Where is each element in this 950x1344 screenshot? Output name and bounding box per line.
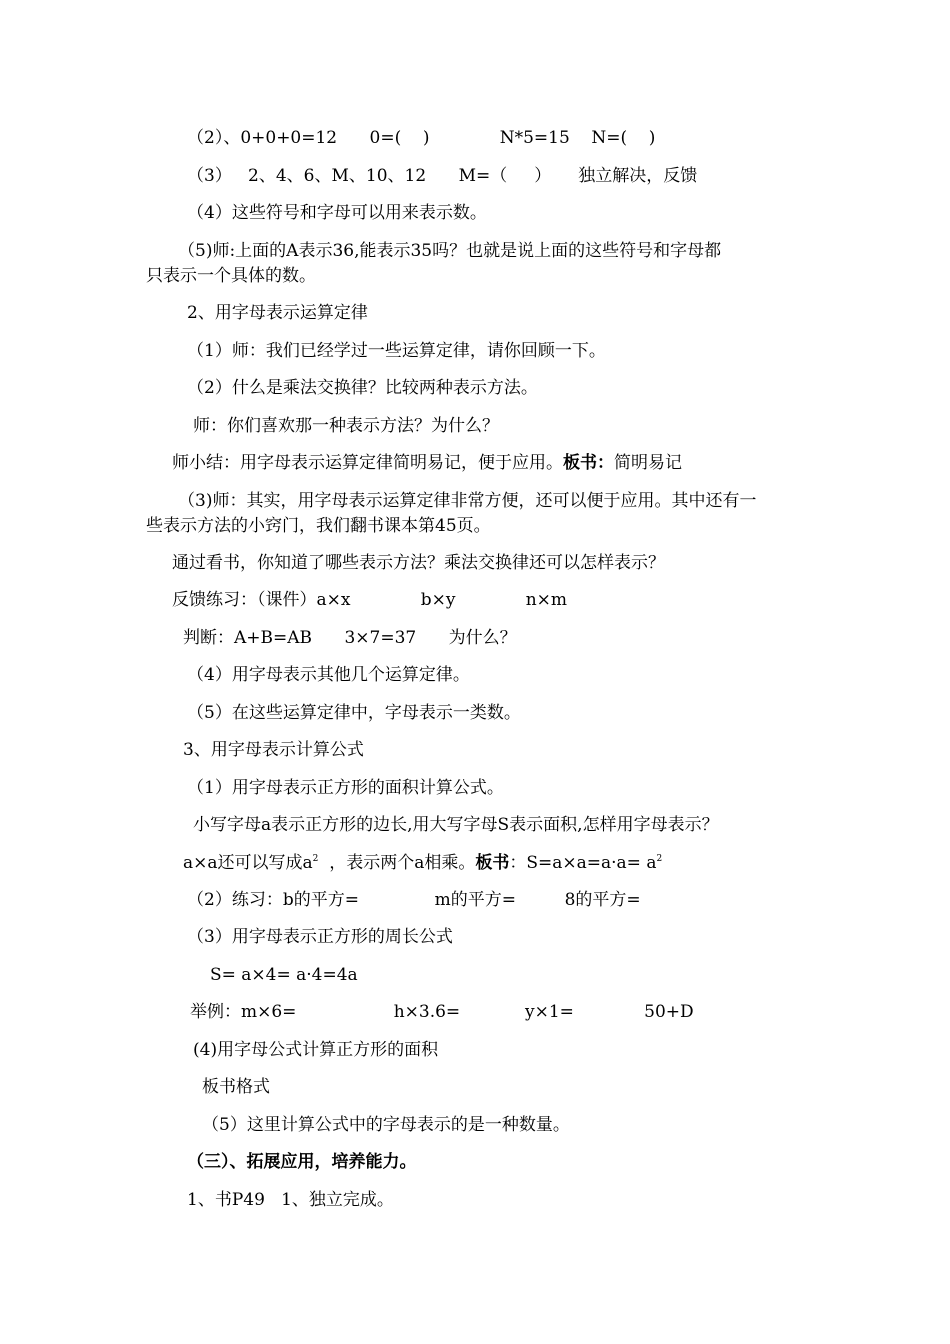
- line-reading: 通过看书，你知道了哪些表示方法？乘法交换律还可以怎样表示？: [172, 553, 665, 573]
- line-law-2: （2）什么是乘法交换律？比较两种表示方法。: [187, 378, 538, 398]
- line-formula-question: 小写字母a表示正方形的边长,用大写字母S表示面积,怎样用字母表示？: [193, 815, 719, 835]
- line-feedback-practice: 反馈练习：（课件）a×x b×y n×m: [172, 590, 568, 610]
- line-teacher-question: 师：你们喜欢那一种表示方法？为什么？: [193, 416, 499, 436]
- line-formula-square: [183, 851, 662, 875]
- line-exercise-5b: 只表示一个具体的数。: [146, 266, 316, 286]
- square-formula: ：S=a×a=a·a= a: [509, 853, 657, 873]
- line-law-3b: 些表示方法的小窍门，我们翻书课本第45页。: [146, 516, 491, 536]
- board-label: 板书: [475, 853, 510, 873]
- section-heading-three: （三）、拓展应用，培养能力。: [187, 1152, 417, 1172]
- line-exercise-2: （2）、0+0+0=12 0=( ) N*5=15 N=( ): [187, 128, 656, 148]
- superscript: 2: [312, 854, 319, 864]
- line-law-4: （4）用字母表示其他几个运算定律。: [187, 665, 470, 685]
- line-exercise-3: （3） 2、4、6、M、10、12 M=（ ） 独立解决，反馈: [187, 166, 698, 186]
- square-text: a×a还可以写成a: [183, 853, 313, 873]
- summary-board-text: 简明易记: [614, 453, 682, 473]
- line-examples: 举例：m×6= h×3.6= y×1= 50+D: [190, 1002, 694, 1022]
- line-law-3a: （3)师：其实，用字母表示运算定律非常方便，还可以便于应用。其中还有一: [178, 491, 757, 511]
- line-law-1: （1）师：我们已经学过一些运算定律，请你回顾一下。: [187, 341, 606, 361]
- board-label: 板书：: [563, 453, 614, 473]
- line-teacher-summary: [172, 451, 682, 475]
- section-heading-3: 3、用字母表示计算公式: [183, 740, 364, 760]
- line-formula-4: (4)用字母公式计算正方形的面积: [193, 1040, 439, 1060]
- line-book-exercise: 1、书P49 1、独立完成。: [187, 1190, 394, 1210]
- line-law-5: （5）在这些运算定律中，字母表示一类数。: [187, 703, 521, 723]
- line-formula-1: （1）用字母表示正方形的面积计算公式。: [187, 778, 504, 798]
- line-exercise-4: （4）这些符号和字母可以用来表示数。: [187, 203, 487, 223]
- line-perimeter-formula: S= a×4= a·4=4a: [210, 965, 358, 985]
- line-judgement: 判断：A+B=AB 3×7=37 为什么？: [183, 628, 517, 648]
- summary-text: 师小结：用字母表示运算定律简明易记，便于应用。: [172, 453, 563, 473]
- square-text-mid: ，表示两个a相乘。: [318, 853, 476, 873]
- line-exercise-5a: （5)师:上面的A表示36,能表示35吗？也就是说上面的这些符号和字母都: [178, 241, 722, 261]
- line-formula-practice: （2）练习：b的平方= m的平方= 8的平方=: [187, 890, 641, 910]
- section-heading-2: 2、用字母表示运算定律: [187, 303, 368, 323]
- line-formula-3: （3）用字母表示正方形的周长公式: [187, 927, 453, 947]
- line-formula-5: （5）这里计算公式中的字母表示的是一种数量。: [202, 1115, 570, 1135]
- superscript: 2: [656, 854, 663, 864]
- line-board-format: 板书格式: [202, 1077, 270, 1097]
